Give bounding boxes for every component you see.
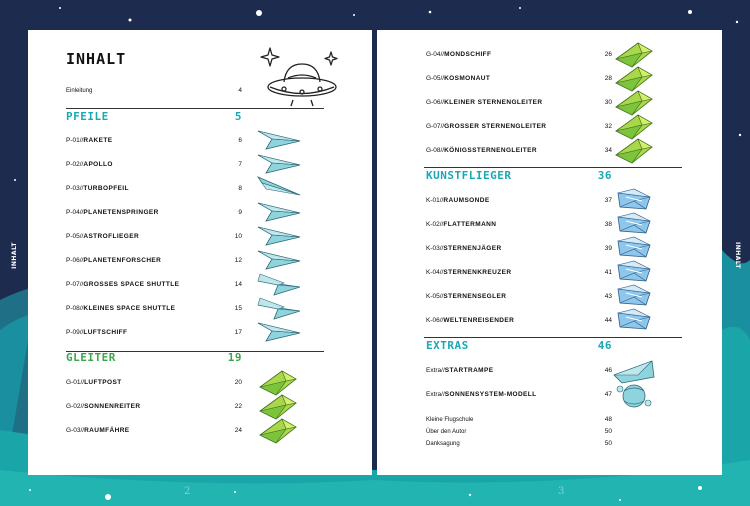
toc-entry-code: P-07// bbox=[66, 281, 84, 288]
section-page: 19 bbox=[227, 351, 242, 364]
section-title: KUNSTFLIEGER bbox=[426, 169, 512, 182]
toc-entry[interactable] bbox=[426, 365, 616, 377]
toc-entry[interactable] bbox=[426, 49, 616, 61]
solar-system-icon bbox=[612, 381, 656, 415]
toc-entry-page: 8 bbox=[238, 185, 242, 192]
toc-entry-title: KÖNIGSSTERNENGLEITER bbox=[444, 147, 537, 154]
toc-entry-title: RAUMFÄHRE bbox=[84, 427, 130, 434]
section-rule-kunstflieger bbox=[424, 167, 682, 168]
toc-entry[interactable] bbox=[426, 389, 616, 401]
section-rule-extras bbox=[424, 337, 682, 338]
section-page: 36 bbox=[597, 169, 612, 182]
right-page bbox=[377, 30, 722, 475]
toc-entry[interactable] bbox=[66, 231, 246, 243]
toc-entry-title: STERNENKREUZER bbox=[443, 269, 512, 276]
toc-entry-intro[interactable] bbox=[66, 85, 246, 97]
section-title: GLEITER bbox=[66, 351, 116, 364]
page-title: INHALT bbox=[66, 50, 127, 68]
toc-entry[interactable] bbox=[66, 425, 246, 437]
toc-entry-code: P-09// bbox=[66, 329, 84, 336]
left-page bbox=[28, 30, 372, 475]
toc-entry-code: G-06// bbox=[426, 99, 445, 106]
toc-entry-title: GROSSES SPACE SHUTTLE bbox=[83, 281, 180, 288]
toc-entry[interactable] bbox=[66, 303, 246, 315]
toc-entry-title: ASTROFLIEGER bbox=[83, 233, 140, 240]
toc-entry-label: Über den Autor bbox=[426, 429, 467, 435]
toc-entry-page: 9 bbox=[238, 209, 242, 216]
toc-entry-page: 46 bbox=[604, 367, 612, 374]
toc-entry-page: 10 bbox=[234, 233, 242, 240]
toc-entry-code: P-06// bbox=[66, 257, 84, 264]
toc-entry[interactable] bbox=[66, 401, 246, 413]
toc-entry-code: G-08// bbox=[426, 147, 445, 154]
toc-entry-title: RAUMSONDE bbox=[443, 197, 490, 204]
toc-entry[interactable] bbox=[66, 135, 246, 147]
toc-entry[interactable] bbox=[426, 97, 616, 109]
toc-entry-page: 12 bbox=[234, 257, 242, 264]
toc-entry-page: 50 bbox=[604, 428, 612, 435]
toc-entry-code: G-01// bbox=[66, 379, 85, 386]
section-rule-pfeile bbox=[66, 108, 324, 109]
toc-entry-title: LUFTSCHIFF bbox=[83, 329, 128, 336]
toc-entry-page: 34 bbox=[604, 147, 612, 154]
toc-entry-title: RAKETE bbox=[83, 137, 113, 144]
toc-entry-page: 30 bbox=[604, 99, 612, 106]
toc-entry-code: P-01// bbox=[66, 137, 84, 144]
section-page: 5 bbox=[234, 110, 242, 123]
toc-entry[interactable] bbox=[426, 219, 616, 231]
toc-entry-title: STERNENSEGLER bbox=[443, 293, 507, 300]
toc-entry[interactable] bbox=[66, 255, 246, 267]
section-title: PFEILE bbox=[66, 110, 109, 123]
toc-entry-page: 43 bbox=[604, 293, 612, 300]
toc-entry-misc[interactable] bbox=[426, 414, 616, 426]
toc-entry-code: K-01// bbox=[426, 197, 444, 204]
toc-entry-title: SONNENREITER bbox=[84, 403, 141, 410]
toc-entry-page: 4 bbox=[238, 87, 242, 94]
toc-entry-title: PLANETENSPRINGER bbox=[83, 209, 159, 216]
toc-entry-code: P-08// bbox=[66, 305, 84, 312]
toc-entry-title: KOSMONAUT bbox=[444, 75, 491, 82]
toc-entry-title: STARTRAMPE bbox=[444, 367, 494, 374]
page-number-left: 2 bbox=[184, 486, 191, 497]
toc-entry-code: G-04// bbox=[426, 51, 445, 58]
toc-entry-code: Extra// bbox=[426, 367, 445, 374]
toc-entry-page: 24 bbox=[234, 427, 242, 434]
toc-entry-page: 48 bbox=[604, 416, 612, 423]
section-heading-gleiter[interactable] bbox=[66, 351, 246, 367]
page-number-right: 3 bbox=[558, 486, 565, 497]
toc-entry-code: G-07// bbox=[426, 123, 445, 130]
toc-entry[interactable] bbox=[426, 291, 616, 303]
toc-entry-page: 39 bbox=[604, 245, 612, 252]
toc-entry-code: K-05// bbox=[426, 293, 444, 300]
toc-entry-page: 20 bbox=[234, 379, 242, 386]
ufo-icon bbox=[256, 44, 346, 110]
toc-entry-title: SONNENSYSTEM-MODELL bbox=[444, 391, 537, 398]
section-title: EXTRAS bbox=[426, 339, 469, 352]
section-page: 46 bbox=[597, 339, 612, 352]
toc-entry-title: KLEINER STERNENGLEITER bbox=[444, 99, 543, 106]
section-heading-pfeile[interactable] bbox=[66, 110, 246, 126]
toc-entry-page: 38 bbox=[604, 221, 612, 228]
toc-entry-page: 6 bbox=[238, 137, 242, 144]
toc-entry-title: GROSSER STERNENGLEITER bbox=[444, 123, 547, 130]
toc-entry[interactable] bbox=[66, 183, 246, 195]
toc-entry-code: Extra// bbox=[426, 391, 445, 398]
toc-entry-page: 17 bbox=[234, 329, 242, 336]
toc-entry[interactable] bbox=[426, 73, 616, 85]
toc-entry[interactable] bbox=[426, 145, 616, 157]
spine-label-right: INHALT bbox=[734, 242, 741, 269]
toc-entry[interactable] bbox=[66, 207, 246, 219]
toc-entry-page: 14 bbox=[234, 281, 242, 288]
toc-entry-label: Kleine Flugschule bbox=[426, 417, 474, 423]
toc-entry-title: STERNENJÄGER bbox=[443, 245, 502, 252]
toc-entry-code: G-05// bbox=[426, 75, 445, 82]
toc-entry-title: FLATTERMANN bbox=[443, 221, 497, 228]
toc-entry-title: LUFTPOST bbox=[84, 379, 122, 386]
toc-entry[interactable] bbox=[426, 195, 616, 207]
toc-entry-code: G-02// bbox=[66, 403, 85, 410]
toc-entry-page: 44 bbox=[604, 317, 612, 324]
toc-entry-page: 22 bbox=[234, 403, 242, 410]
toc-entry[interactable] bbox=[66, 159, 246, 171]
section-heading-extras[interactable] bbox=[426, 339, 612, 355]
section-heading-kunstflieger[interactable] bbox=[426, 169, 612, 185]
toc-entry-title: KLEINES SPACE SHUTTLE bbox=[83, 305, 176, 312]
toc-entry-title: PLANETENFORSCHER bbox=[83, 257, 162, 264]
toc-entry-label: Danksagung bbox=[426, 441, 460, 447]
glider-icon bbox=[612, 137, 656, 169]
toc-entry-title: WELTENREISENDER bbox=[443, 317, 515, 324]
toc-entry[interactable] bbox=[66, 279, 246, 291]
toc-entry-code: P-02// bbox=[66, 161, 84, 168]
toc-entry-page: 41 bbox=[604, 269, 612, 276]
glider-icon bbox=[256, 417, 300, 449]
toc-entry[interactable] bbox=[426, 243, 616, 255]
toc-entry-code: K-06// bbox=[426, 317, 444, 324]
toc-entry[interactable] bbox=[66, 327, 246, 339]
dart-plane-icon bbox=[256, 319, 302, 347]
toc-entry-code: K-04// bbox=[426, 269, 444, 276]
toc-entry-label: Einleitung bbox=[66, 88, 93, 94]
toc-entry-code: G-03// bbox=[66, 427, 85, 434]
toc-entry[interactable] bbox=[66, 377, 246, 389]
toc-entry-page: 15 bbox=[234, 305, 242, 312]
toc-entry-code: K-03// bbox=[426, 245, 444, 252]
toc-entry-page: 32 bbox=[604, 123, 612, 130]
toc-entry-page: 26 bbox=[604, 51, 612, 58]
toc-entry-page: 7 bbox=[238, 161, 242, 168]
toc-entry-code: P-03// bbox=[66, 185, 84, 192]
toc-entry-title: TURBOPFEIL bbox=[83, 185, 129, 192]
toc-entry-code: P-04// bbox=[66, 209, 84, 216]
stunt-plane-icon bbox=[612, 307, 656, 339]
spine-label-left: INHALT bbox=[11, 242, 18, 269]
toc-entry-misc[interactable] bbox=[426, 426, 616, 438]
toc-entry[interactable] bbox=[426, 315, 616, 327]
toc-entry-title: APOLLO bbox=[83, 161, 113, 168]
toc-entry-code: P-05// bbox=[66, 233, 84, 240]
toc-entry-page: 50 bbox=[604, 440, 612, 447]
toc-entry-page: 28 bbox=[604, 75, 612, 82]
toc-entry-page: 37 bbox=[604, 197, 612, 204]
toc-entry-title: MONDSCHIFF bbox=[444, 51, 492, 58]
toc-entry[interactable] bbox=[426, 267, 616, 279]
toc-entry-page: 47 bbox=[604, 391, 612, 398]
toc-entry-code: K-02// bbox=[426, 221, 444, 228]
toc-entry-misc[interactable] bbox=[426, 438, 616, 450]
toc-entry[interactable] bbox=[426, 121, 616, 133]
